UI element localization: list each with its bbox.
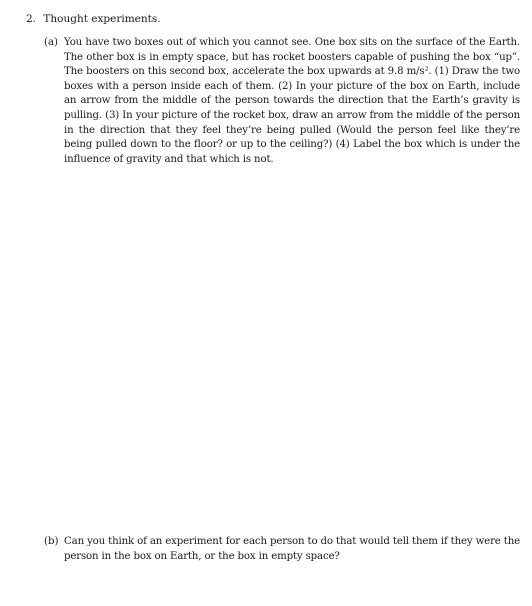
question-heading xyxy=(26,12,161,26)
part-a-label: (a) xyxy=(44,37,59,48)
part-a-text: You have two boxes out of which you cannot see. One box sits on the surface of the Earth. The other box is in empty space, but has rocket boosters capable of pushing the box “up”. The boosters on this second box, accelerate the box upwards at 9.8 m/s². (1) Draw the two boxes with a person inside each of them. (2) In your picture of the box on Earth, include an arrow from the middle of the person towards the direction that the Earth’s gravity is pulling. (3) In your picture of the rocket box, draw an arrow from the middle of the person in the direction that they feel they’re being pulled (Would the person feel like they’re being pulled down to the floor? or up to the ceiling?) (4) Label the box which is under the influence of gravity and that which is not. xyxy=(64,37,520,165)
question-title: Thought experiments. xyxy=(43,13,161,25)
part-b-label: (b) xyxy=(44,536,59,547)
part-b xyxy=(44,535,520,564)
part-a xyxy=(44,36,520,167)
part-b-text: Can you think of an experiment for each person to do that would tell them if they were the person in the box on Earth, or the box in empty space? xyxy=(64,536,520,562)
question-number: 2. xyxy=(26,13,37,25)
